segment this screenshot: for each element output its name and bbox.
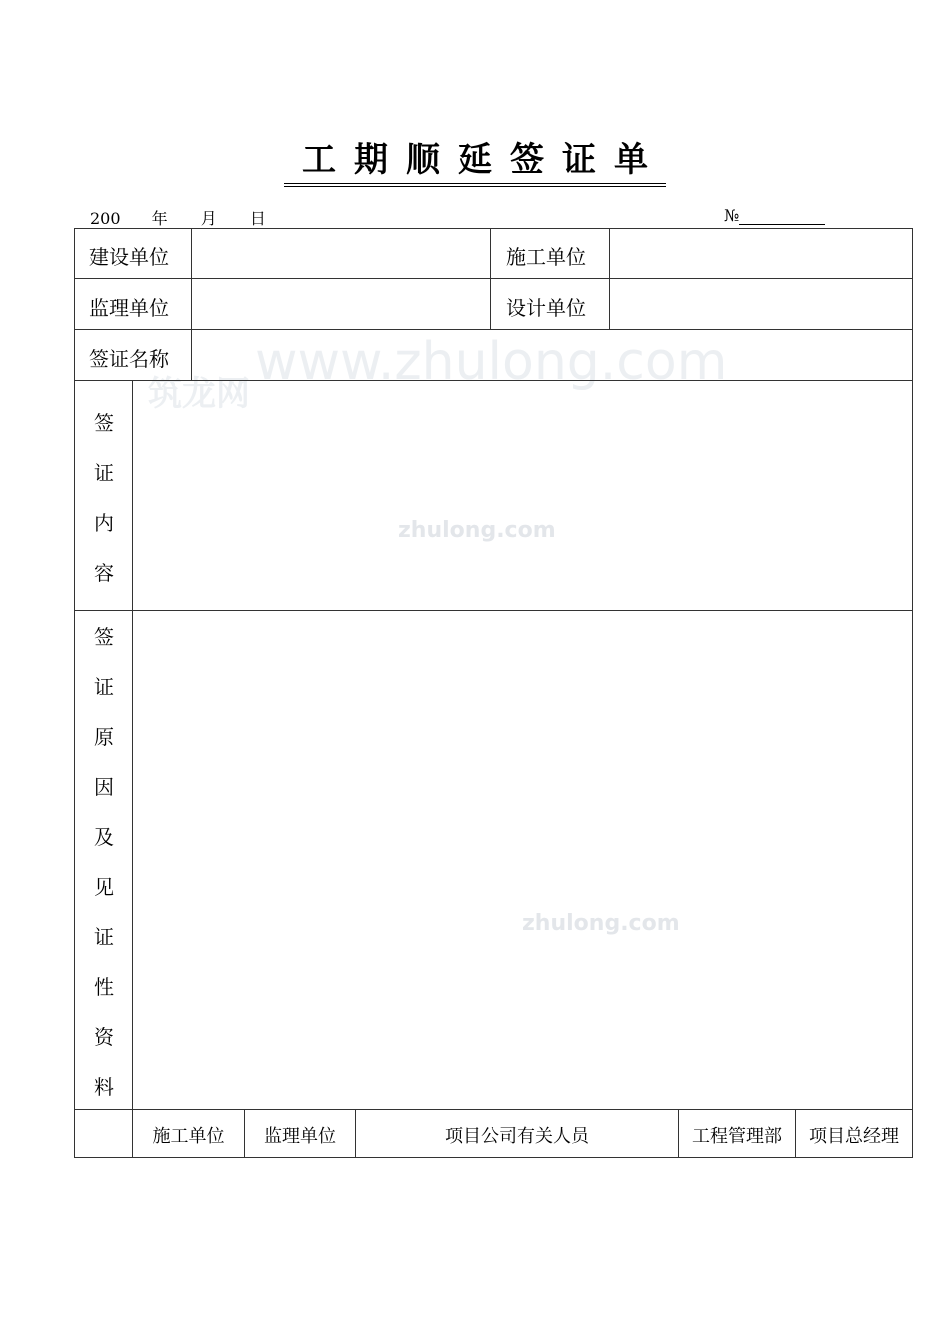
builder-field[interactable] [193, 230, 489, 277]
reason-label-char: 资 [94, 1025, 114, 1049]
reason-label-char: 证 [94, 925, 114, 949]
reason-field[interactable] [134, 612, 911, 1108]
col-divider [609, 228, 610, 330]
watermark-lower: zhulong.com [522, 911, 680, 936]
row-divider [74, 329, 913, 330]
date-month: 月 [200, 209, 217, 228]
reason-label-char: 性 [94, 975, 114, 999]
row-divider [74, 380, 913, 381]
designer-label: 设计单位 [506, 296, 586, 320]
content-label-char: 容 [94, 561, 114, 585]
designer-field[interactable] [611, 280, 911, 328]
contractor-label: 施工单位 [506, 245, 586, 269]
footer-supervisor: 监理单位 [264, 1126, 336, 1147]
contractor-field[interactable] [611, 230, 911, 277]
row-divider [74, 1109, 913, 1110]
supervisor-field[interactable] [193, 280, 489, 328]
supervisor-label: 监理单位 [89, 296, 169, 320]
reason-label-char: 签 [94, 625, 114, 649]
reason-label-char: 料 [94, 1075, 114, 1099]
reason-label-char: 因 [94, 775, 114, 799]
builder-label: 建设单位 [89, 245, 169, 269]
watermark-center: zhulong.com [398, 518, 556, 543]
reason-label-char: 见 [94, 875, 114, 899]
visa-name-field[interactable] [193, 331, 911, 379]
form-number [724, 206, 825, 225]
page-title [0, 132, 950, 187]
date-day: 日 [249, 209, 266, 228]
footer-project-manager: 项目总经理 [809, 1126, 899, 1147]
content-label-char: 签 [94, 411, 114, 435]
col-divider [191, 228, 192, 380]
row-divider [74, 610, 913, 611]
reason-label-char: 证 [94, 675, 114, 699]
row-divider [74, 278, 913, 279]
number-label: № [724, 206, 740, 225]
watermark-url: www.zhulong.com [255, 332, 728, 392]
date-year-prefix: 200 [90, 209, 121, 228]
date-line [90, 206, 266, 229]
reason-section-label [75, 612, 133, 1112]
content-label-char: 证 [94, 461, 114, 485]
reason-label-char: 及 [94, 825, 114, 849]
content-label-char: 内 [94, 511, 114, 535]
number-field[interactable] [739, 208, 825, 225]
content-field[interactable] [134, 382, 911, 609]
visa-name-label: 签证名称 [89, 347, 169, 371]
watermark-brand: 筑龙网 [148, 374, 250, 414]
footer-project-company: 项目公司有关人员 [445, 1126, 589, 1147]
date-year: 年 [151, 209, 168, 228]
footer-contractor: 施工单位 [152, 1126, 225, 1147]
content-section-label [75, 398, 133, 598]
title-text: 工期顺延签证单 [284, 132, 666, 187]
reason-label-char: 原 [94, 725, 114, 749]
col-divider [490, 228, 491, 330]
footer-engineering-dept: 工程管理部 [692, 1126, 782, 1147]
